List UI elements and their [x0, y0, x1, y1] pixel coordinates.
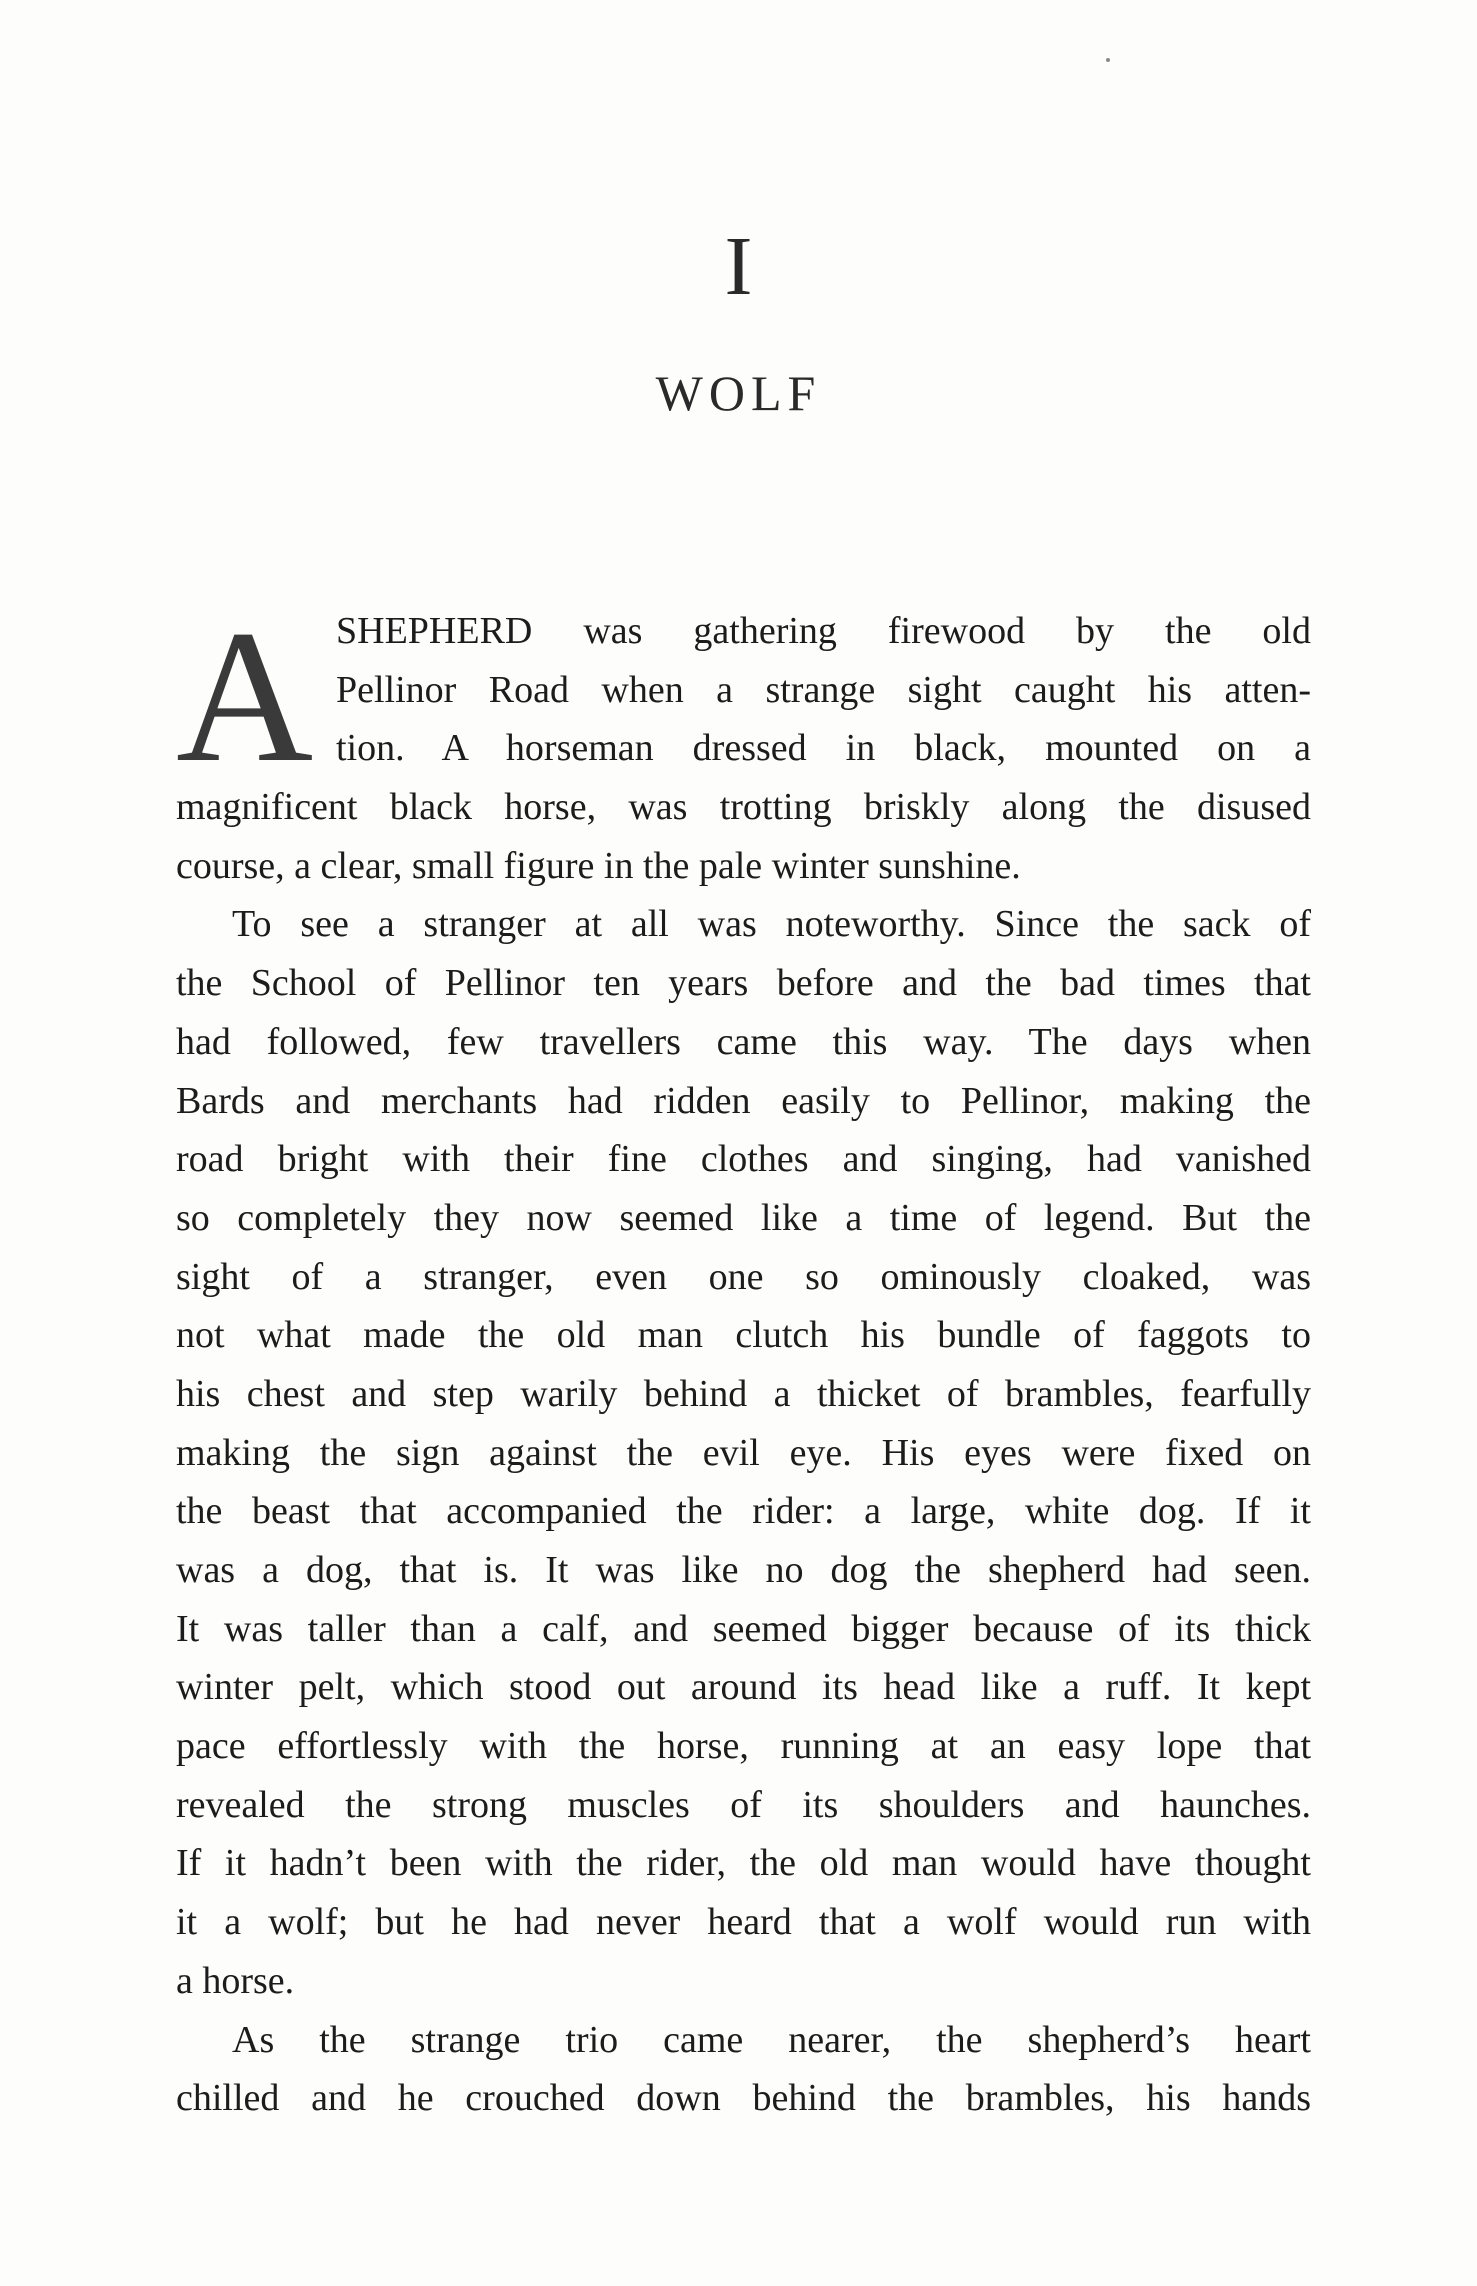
drop-cap: A [176, 592, 314, 802]
text-line: As the strange trio came nearer, the shepherd’s heart [232, 2018, 1311, 2061]
text-line: If it hadn’t been with the rider, the old man would have thought [176, 1842, 1311, 1885]
text-line: making the sign against the evil eye. His eyes were fixed on [176, 1431, 1311, 1474]
chapter-number: I [724, 220, 753, 313]
chapter-title: WOLF [655, 365, 822, 421]
text-line: had followed, few travellers came this way. The days when [176, 1020, 1311, 1063]
text-line: road bright with their fine clothes and singing, had vanished [176, 1138, 1311, 1181]
text-line: winter pelt, which stood out around its head like a ruff. It kept [176, 1666, 1311, 1709]
text-line: a horse. [176, 1959, 295, 2002]
text-line: was a dog, that is. It was like no dog the shepherd had seen. [176, 1549, 1311, 1591]
text-line: it a wolf; but he had never heard that a wolf would run with [176, 1901, 1311, 1944]
text-line: It was taller than a calf, and seemed bigger because of its thick [176, 1607, 1311, 1650]
text-line: tion. A horseman dressed in black, mounted on a [336, 727, 1311, 770]
text-line: magnificent black horse, was trotting briskly along the disused [176, 786, 1311, 829]
text-line: SHEPHERD was gathering firewood by the old [336, 610, 1311, 652]
text-line: Bards and merchants had ridden easily to Pellinor, making the [176, 1079, 1311, 1122]
text-line: Pellinor Road when a strange sight caught his atten- [336, 668, 1311, 711]
body-text [176, 592, 1311, 2128]
text-line: the School of Pellinor ten years before and the bad times that [176, 962, 1311, 1005]
text-line: the beast that accompanied the rider: a large, white dog. If it [176, 1490, 1311, 1533]
text-line: chilled and he crouched down behind the brambles, his hands [176, 2077, 1311, 2120]
text-line: so completely they now seemed like a time of legend. But the [176, 1196, 1311, 1239]
text-line: not what made the old man clutch his bundle of faggots to [176, 1314, 1311, 1357]
scan-speck [1106, 58, 1110, 62]
text-line: pace effortlessly with the horse, running at an easy lope that [176, 1725, 1311, 1768]
text-line: his chest and step warily behind a thicket of brambles, fearfully [176, 1372, 1311, 1415]
text-line: To see a stranger at all was noteworthy. Since the sack of [232, 903, 1311, 946]
text-line: revealed the strong muscles of its shoulders and haunches. [176, 1783, 1311, 1826]
text-line: sight of a stranger, even one so ominously cloaked, was [176, 1255, 1311, 1298]
text-line: course, a clear, small figure in the pale winter sunshine. [176, 844, 1021, 887]
